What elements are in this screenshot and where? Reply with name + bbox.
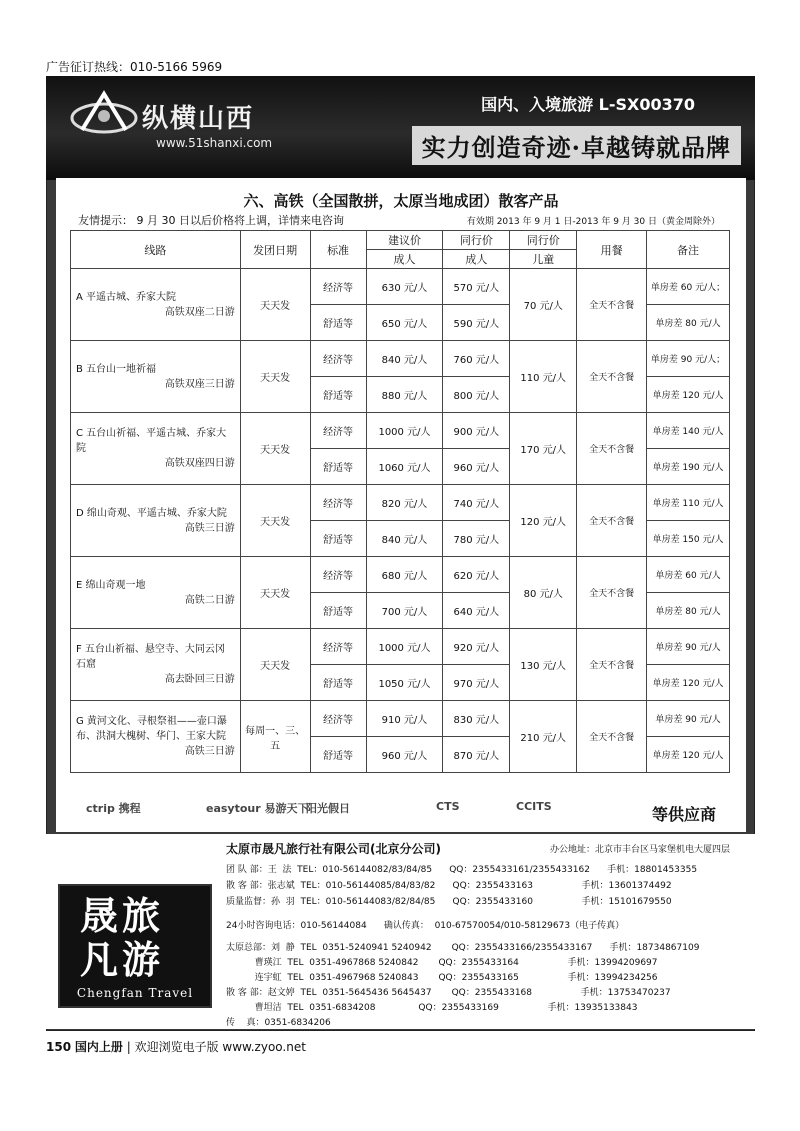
banner — [46, 76, 755, 180]
slogan: 实力创造奇迹·卓越铸就品牌 — [412, 126, 741, 165]
standard-cell: 舒适等 — [310, 593, 366, 629]
contact-line: 曹坦洁 TEL 0351-6834208 QQ：2355433169 手机：13935133843 — [226, 1003, 638, 1013]
standard-cell: 舒适等 — [310, 521, 366, 557]
header-adult-peer: 成人 — [443, 250, 510, 269]
table-row — [71, 629, 730, 665]
price-table — [70, 230, 730, 773]
table-row — [71, 341, 730, 377]
note-cell: 单房差 90 元/人； — [647, 341, 730, 377]
peer-price-cell: 570 元/人 — [443, 269, 510, 305]
note-cell: 单房差 150 元/人 — [647, 521, 730, 557]
company-block — [46, 834, 755, 1029]
note-cell: 单房差 140 元/人 — [647, 413, 730, 449]
peer-price-cell: 920 元/人 — [443, 629, 510, 665]
peer-price-cell: 620 元/人 — [443, 557, 510, 593]
table-row — [71, 269, 730, 305]
header-peer: 同行价 — [443, 231, 510, 250]
suggested-price-cell: 840 元/人 — [366, 341, 443, 377]
header-child: 儿童 — [510, 250, 577, 269]
brand-logo-icon — [68, 86, 140, 146]
peer-price-cell: 640 元/人 — [443, 593, 510, 629]
standard-cell: 经济等 — [310, 413, 366, 449]
sponsor-logo: CTS — [436, 800, 460, 813]
date-cell: 天天发 — [240, 413, 310, 485]
date-cell: 天天发 — [240, 341, 310, 413]
contact-line: 传 真：0351-6834206 — [226, 1018, 331, 1028]
peer-price-cell: 870 元/人 — [443, 737, 510, 773]
section-title: 六、高铁（全国散拼，太原当地成团）散客产品 — [243, 192, 559, 210]
product-panel — [56, 178, 746, 790]
peer-price-cell: 760 元/人 — [443, 341, 510, 377]
standard-cell: 经济等 — [310, 629, 366, 665]
note-cell: 单房差 190 元/人 — [647, 449, 730, 485]
date-cell: 天天发 — [240, 629, 310, 701]
contact-line: 团 队 部：王 法 TEL：010-56144082/83/84/85 QQ：2355433161/2355433162 手机：18801453355 — [226, 865, 698, 875]
sponsor-logo: CCITS — [516, 800, 552, 813]
sponsor-strip — [56, 790, 746, 832]
meal-cell: 全天不含餐 — [577, 269, 647, 341]
route-cell: D 绵山奇观、平遥古城、乔家大院 高铁三日游 — [71, 485, 241, 557]
footer-section: 国内上册 — [74, 1040, 123, 1054]
meal-cell: 全天不含餐 — [577, 629, 647, 701]
note-cell: 单房差 80 元/人 — [647, 593, 730, 629]
route-cell: G 黄河文化、寻根祭祖——壶口瀑布、洪洞大槐树、华门、王家大院 高铁三日游 — [71, 701, 241, 773]
peer-price-cell: 830 元/人 — [443, 701, 510, 737]
page-footer: 150 国内上册 | 欢迎浏览电子版 www.zyoo.net — [46, 1040, 306, 1054]
child-price-cell: 80 元/人 — [510, 557, 577, 629]
meal-cell: 全天不含餐 — [577, 341, 647, 413]
sponsor-logo: easytour 易游天下 — [206, 802, 309, 815]
suggested-price-cell: 1000 元/人 — [366, 413, 443, 449]
route-cell: E 绵山奇观一地 高铁二日游 — [71, 557, 241, 629]
price-notice: 友情提示： 9 月 30 日以后价格将上调，详情来电咨询 — [78, 214, 344, 227]
contact-line: 24小时咨询电话：010-56144084 确认传真： 010-67570054/010-58129673（电子传真） — [226, 921, 625, 931]
table-row — [71, 485, 730, 521]
header-note: 备注 — [647, 231, 730, 269]
suggested-price-cell: 880 元/人 — [366, 377, 443, 413]
company-address: 办公地址：北京市丰台区马家堡机电大厦四层 — [549, 845, 730, 855]
suggested-price-cell: 1000 元/人 — [366, 629, 443, 665]
footer-link[interactable]: 欢迎浏览电子版 www.zyoo.net — [134, 1040, 306, 1054]
child-price-cell: 110 元/人 — [510, 341, 577, 413]
peer-price-cell: 590 元/人 — [443, 305, 510, 341]
route-cell: C 五台山祈福、平遥古城、乔家大院 高铁双座四日游 — [71, 413, 241, 485]
table-row — [71, 701, 730, 737]
table-header-row — [71, 231, 730, 250]
note-cell: 单房差 90 元/人 — [647, 701, 730, 737]
contact-line: 散 客 部：张志斌 TEL：010-56144085/84/83/82 QQ：2355433163 手机：13601374492 — [226, 881, 672, 891]
brand-url: www.51shanxi.com — [156, 136, 273, 150]
meal-cell: 全天不含餐 — [577, 485, 647, 557]
suggested-price-cell: 1060 元/人 — [366, 449, 443, 485]
peer-price-cell: 800 元/人 — [443, 377, 510, 413]
contact-line: 质量监督：孙 羽 TEL：010-56144083/82/84/85 QQ：2355433160 手机：15101679550 — [226, 897, 672, 907]
contact-line: 太原总部：刘 静 TEL 0351-5240941 5240942 QQ：2355433166/2355433167 手机：18734867109 — [226, 943, 700, 953]
peer-price-cell: 960 元/人 — [443, 449, 510, 485]
note-cell: 单房差 80 元/人 — [647, 305, 730, 341]
note-cell: 单房差 90 元/人 — [647, 629, 730, 665]
peer-price-cell: 740 元/人 — [443, 485, 510, 521]
standard-cell: 经济等 — [310, 341, 366, 377]
child-price-cell: 130 元/人 — [510, 629, 577, 701]
note-cell: 单房差 120 元/人 — [647, 377, 730, 413]
date-cell: 天天发 — [240, 557, 310, 629]
date-cell: 天天发 — [240, 485, 310, 557]
sponsor-label: 等供应商 — [651, 805, 716, 824]
header-adult: 成人 — [366, 250, 443, 269]
brand-name: 纵横山西 — [142, 104, 255, 134]
meal-cell: 全天不含餐 — [577, 557, 647, 629]
company-name: 太原市晟凡旅行社有限公司(北京分公司) — [226, 842, 441, 856]
standard-cell: 经济等 — [310, 485, 366, 521]
standard-cell: 舒适等 — [310, 305, 366, 341]
contact-line: 散 客 部：赵文婷 TEL 0351-5645436 5645437 QQ：2355433168 手机：13753470237 — [226, 988, 671, 998]
suggested-price-cell: 960 元/人 — [366, 737, 443, 773]
standard-cell: 经济等 — [310, 701, 366, 737]
meal-cell: 全天不含餐 — [577, 413, 647, 485]
standard-cell: 舒适等 — [310, 377, 366, 413]
standard-cell: 经济等 — [310, 557, 366, 593]
page-number: 150 — [46, 1040, 72, 1054]
peer-price-cell: 780 元/人 — [443, 521, 510, 557]
suggested-price-cell: 820 元/人 — [366, 485, 443, 521]
contact-line: 曹瑛江 TEL 0351-4967868 5240842 QQ：2355433164 手机：13994209697 — [226, 958, 658, 968]
ad-hotline: 广告征订热线：010-5166 5969 — [46, 60, 223, 74]
suggested-price-cell: 650 元/人 — [366, 305, 443, 341]
note-cell: 单房差 60 元/人 — [647, 557, 730, 593]
child-price-cell: 210 元/人 — [510, 701, 577, 773]
suggested-price-cell: 840 元/人 — [366, 521, 443, 557]
note-cell: 单房差 120 元/人 — [647, 737, 730, 773]
table-row — [71, 413, 730, 449]
company-logo-en: Chengfan Travel — [76, 986, 194, 1000]
date-cell: 每周一、三、五 — [240, 701, 310, 773]
suggested-price-cell: 1050 元/人 — [366, 665, 443, 701]
sponsor-logo: ctrip 携程 — [86, 802, 141, 815]
child-price-cell: 120 元/人 — [510, 485, 577, 557]
note-cell: 单房差 110 元/人 — [647, 485, 730, 521]
peer-price-cell: 970 元/人 — [443, 665, 510, 701]
standard-cell: 经济等 — [310, 269, 366, 305]
company-info — [226, 840, 746, 1028]
standard-cell: 舒适等 — [310, 665, 366, 701]
date-cell: 天天发 — [240, 269, 310, 341]
company-logo — [58, 884, 212, 1008]
suggested-price-cell: 680 元/人 — [366, 557, 443, 593]
sponsor-logo: 阳光假日 — [306, 802, 350, 815]
header-standard: 标准 — [310, 231, 366, 269]
suggested-price-cell: 700 元/人 — [366, 593, 443, 629]
license-number: 国内、入境旅游 L-SX00370 — [481, 95, 695, 114]
peer-price-cell: 900 元/人 — [443, 413, 510, 449]
company-logo-text: 晟旅 凡游 — [80, 893, 165, 982]
route-cell: F 五台山祈福、悬空寺、大同云冈石窟 高去卧回三日游 — [71, 629, 241, 701]
contact-line: 连宇虹 TEL 0351-4967968 5240843 QQ：2355433165 手机：13994234256 — [226, 973, 658, 983]
suggested-price-cell: 910 元/人 — [366, 701, 443, 737]
header-route: 线路 — [71, 231, 241, 269]
route-cell: A 平遥古城、乔家大院 高铁双座二日游 — [71, 269, 241, 341]
header-peer-child: 同行价 — [510, 231, 577, 250]
suggested-price-cell: 630 元/人 — [366, 269, 443, 305]
child-price-cell: 70 元/人 — [510, 269, 577, 341]
header-date: 发团日期 — [240, 231, 310, 269]
note-cell: 单房差 120 元/人 — [647, 665, 730, 701]
note-cell: 单房差 60 元/人； — [647, 269, 730, 305]
validity-period: 有效期 2013 年 9 月 1 日-2013 年 9 月 30 日（黄金周除外） — [466, 217, 720, 227]
table-row — [71, 557, 730, 593]
meal-cell: 全天不含餐 — [577, 701, 647, 773]
standard-cell: 舒适等 — [310, 449, 366, 485]
header-meal: 用餐 — [577, 231, 647, 269]
route-cell: B 五台山一地祈福 高铁双座三日游 — [71, 341, 241, 413]
child-price-cell: 170 元/人 — [510, 413, 577, 485]
header-suggested: 建议价 — [366, 231, 443, 250]
standard-cell: 舒适等 — [310, 737, 366, 773]
